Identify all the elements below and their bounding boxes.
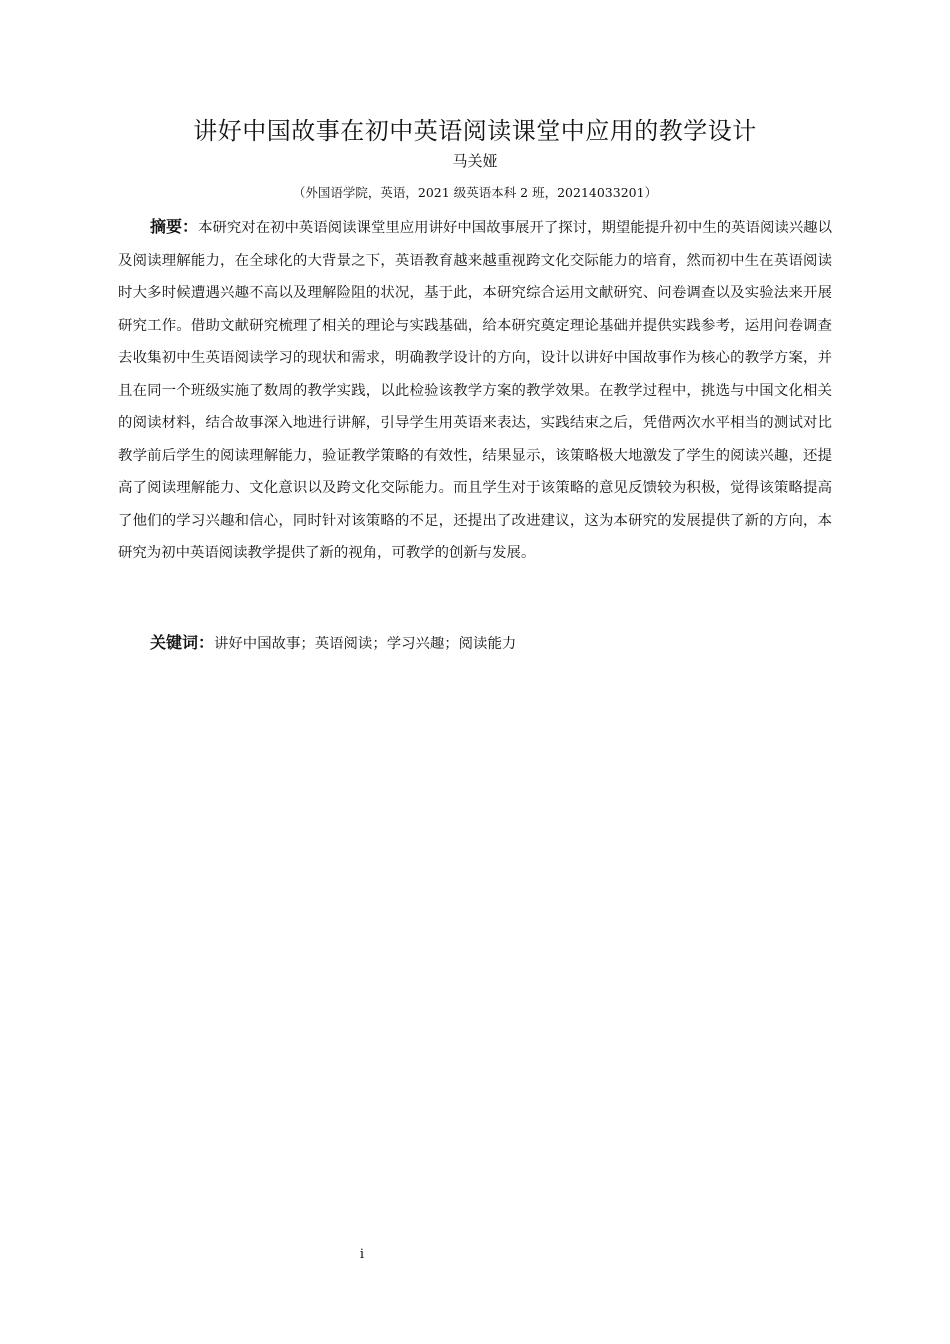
keywords-text: 讲好中国故事；英语阅读；学习兴趣；阅读能力 [214, 636, 517, 652]
abstract-text: 本研究对在初中英语阅读课堂里应用讲好中国故事展开了探讨，期望能提升初中生的英语阅读兴趣以及阅读理解能力，在全球化的大背景之下，英语教育越来越重视跨文化交际能力的培育，然而初中生在英语阅读时大多时候遭遇兴趣不高以及理解险阻的状况，基于此，本研究综合运用文献研究、问卷调查以及实验法来开展研究工作。借助文献研究梳理了相关的理论与实践基础，给本研究奠定理论基础并提供实践参考，运用问卷调查去收集初中生英语阅读学习的现状和需求，明确教学设计的方向，设计以讲好中国故事作为核心的教学方案，并且在同一个班级实施了数周的教学实践，以此检验该教学方案的教学效果。在教学过程中，挑选与中国文化相关的阅读材料，结合故事深入地进行讲解，引导学生用英语来表达，实践结束之后，凭借两次水平相当的测试对比教学前后学生的阅读理解能力，验证教学策略的有效性，结果显示，该策略极大地激发了学生的阅读兴趣，还提高了阅读理解能力、文化意识以及跨文化交际能力。而且学生对于该策略的意见反馈较为积极，觉得该策略提高了他们的学习兴趣和信心，同时针对该策略的不足，还提出了改进建议，这为本研究的发展提供了新的方向，本研究为初中英语阅读教学提供了新的视角，可教学的创新与发展。 [118, 220, 832, 561]
abstract-paragraph [118, 211, 832, 570]
author-name: 马关娅 [452, 152, 498, 170]
author-affiliation: （外国语学院，英语，2021 级英语本科 2 班，20214033201） [292, 185, 658, 200]
abstract-label: 摘要： [150, 217, 199, 236]
paper-title: 讲好中国故事在初中英语阅读课堂中应用的教学设计 [193, 117, 757, 145]
keywords-label: 关键词： [150, 633, 215, 652]
keywords-line [150, 628, 516, 659]
page-number: i [359, 1247, 365, 1262]
